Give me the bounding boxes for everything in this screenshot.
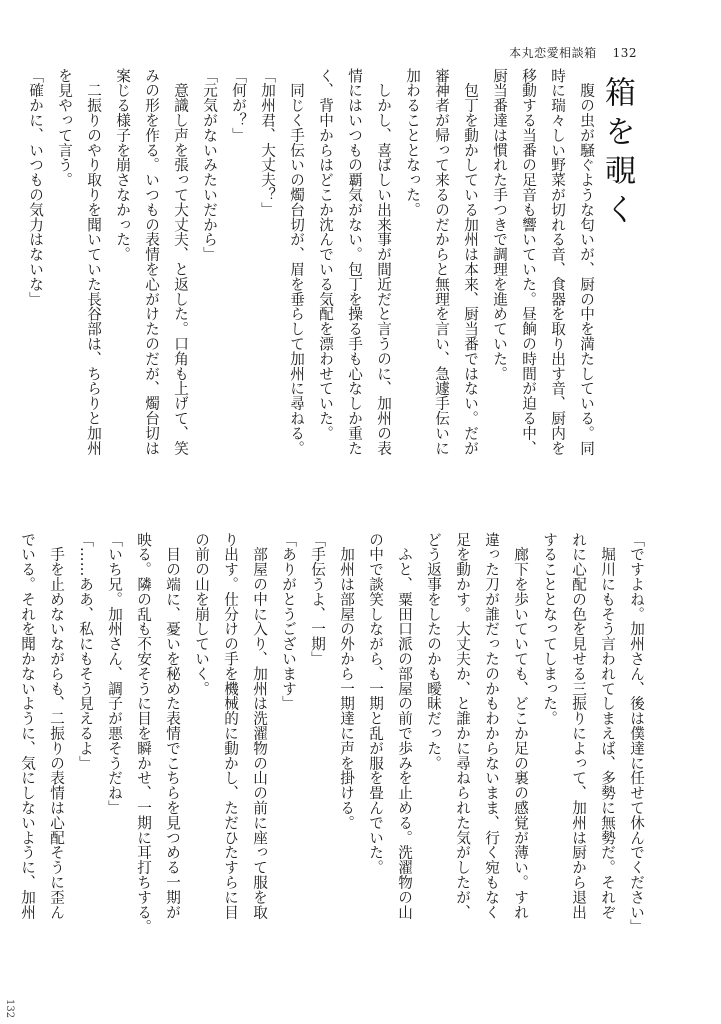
text-column: の前の山を崩していく。 (193, 532, 210, 696)
text-column: の中で談笑しながら、一期と乱が服を畳んでいた。 (367, 532, 384, 875)
text-column: 加州は部屋の外から一期達に声を掛ける。 (338, 532, 355, 830)
text-column: 「ですよね。加州さん、後は僕達に任せて休んでください」 (628, 532, 645, 935)
text-column: く、背中からはどこか沈んでいる気配を漂わせていた。 (317, 68, 334, 441)
text-column: 時に瑞々しい野菜が切れる音、食器を取り出す音、厨内を (549, 68, 566, 456)
text-column: 「……ああ、私にもそう見えるよ」 (77, 532, 94, 771)
text-column: 「何が？」 (230, 68, 247, 143)
running-head (509, 44, 637, 61)
text-column: 足を動かす。大丈夫か、と誰かに尋ねられた気がしたが、 (454, 532, 471, 920)
text-column: 「手伝うよ、一期」 (309, 532, 326, 667)
text-column: ふと、粟田口派の部屋の前で歩みを止める。洗濯物の山 (396, 532, 413, 920)
text-column: 手を止めないながらも、二振りの表情は心配そうに歪ん (48, 532, 65, 920)
text-column: しかし、喜ばしい出来事が間近だと言うのに、加州の表 (375, 68, 392, 456)
text-column: を見やって言う。 (56, 68, 73, 188)
text-column: することとなってしまった。 (541, 532, 558, 726)
text-column: 映る。隣の乱も不安そうに目を瞬かせ、一期に耳打ちする。 (135, 532, 152, 935)
running-head-title: 本丸恋愛相談箱 (509, 46, 597, 60)
text-column: どう返事をしたのかも曖昧だった。 (425, 532, 442, 771)
text-column: 意識し声を張って大丈夫、と返した。口角も上げて、笑 (172, 68, 189, 456)
text-column: 目の端に、憂いを秘めた表情でこちらを見つめる一期が (164, 532, 181, 920)
text-column: 情にはいつもの覇気がない。包丁を操る手も心なしか重た (346, 68, 363, 456)
text-column: 包丁を動かしている加州は本来、厨当番ではない。だが (462, 68, 479, 456)
text-column: 同じく手伝いの燭台切が、眉を垂らして加州に尋ねる。 (288, 68, 305, 456)
text-column: 審神者が帰って来るのだからと無理を言い、急遽手伝いに (433, 68, 450, 456)
text-column: り出す。仕分けの手を機械的に動かし、ただひたすらに目 (222, 532, 239, 920)
text-column: 部屋の中に入り、加州は洗濯物の山の前に座って服を取 (251, 532, 268, 920)
text-column: 腹の虫が騒ぐような匂いが、厨の中を満たしている。同 (578, 68, 595, 456)
text-column: 「元気がないみたいだから」 (201, 68, 218, 262)
text-column: 「加州君、大丈夫？」 (259, 68, 276, 217)
text-column: 「いち兄。加州さん、調子が悪そうだね」 (106, 532, 123, 816)
text-column: れに心配の色を見せる三振りによって、加州は厨から退出 (570, 532, 587, 920)
text-column: 移動する当番の足音も響いていた。昼餉の時間が迫る中、 (520, 68, 537, 456)
text-column: 廊下を歩いていても、どこか足の裏の感覚が薄い。すれ (512, 532, 529, 920)
lower-text-block (13, 532, 651, 940)
chapter-title: 箱を覗く (599, 76, 635, 232)
text-column: 加わることとなった。 (404, 68, 421, 217)
text-column: 「確かに、いつもの気力はないな」 (27, 68, 44, 307)
upper-text-block (21, 68, 601, 466)
folio-page-number: 132 (4, 998, 15, 1018)
running-head-page-number: 132 (612, 46, 637, 60)
text-column: でいる。それを聞かないように、気にしないように、加州 (19, 532, 36, 920)
text-column: 厨当番達は慣れた手つきで調理を進めていた。 (491, 68, 508, 381)
text-column: 堀川にもそう言われてしまえば、多勢に無勢だ。それぞ (599, 532, 616, 920)
text-column: 案じる様子を崩さなかった。 (114, 68, 131, 262)
text-column: 二振りのやり取りを聞いていた長谷部は、ちらりと加州 (85, 68, 102, 456)
text-column: 違った刀が誰だったのかもわからないまま、行く宛もなく (483, 532, 500, 920)
text-column: みの形を作る。いつもの表情を心がけたのだが、燭台切は (143, 68, 160, 456)
text-column: 「ありがとうございます」 (280, 532, 297, 711)
